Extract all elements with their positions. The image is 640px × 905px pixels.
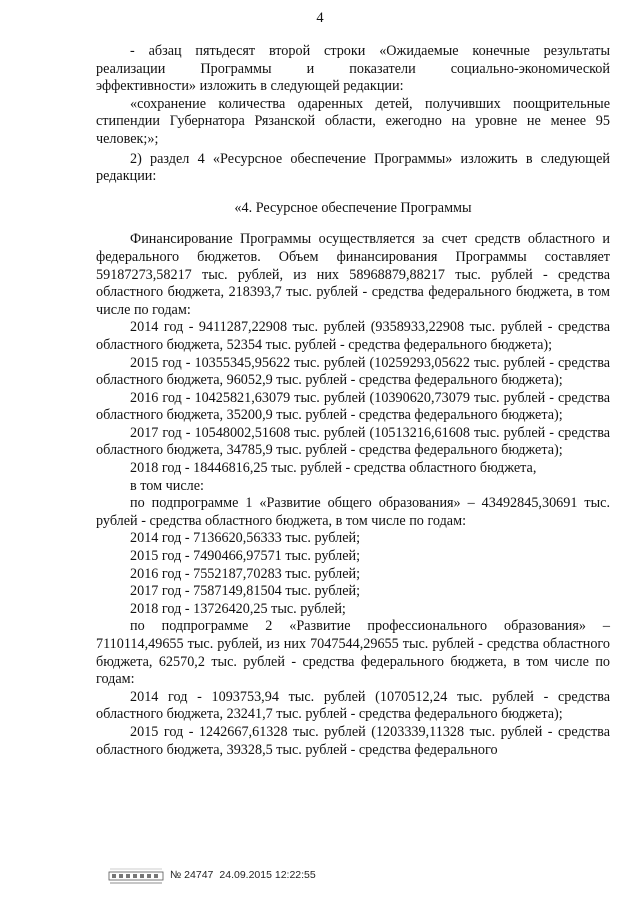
year-2015: 2015 год - 10355345,95622 тыс. рублей (10259293,05622 тыс. рублей - средства областного бюджета, 96052,9 тыс. рублей - средства федерального бюджета); (96, 354, 610, 389)
paragraph-amendment-line3: эффективности» изложить в следующей редакции: (96, 78, 404, 95)
in-total-label: в том числе: (130, 477, 204, 494)
page-number: 4 (316, 10, 324, 26)
paragraph-amendment-line1: - абзац пятьдесят второй строки «Ожидаемые конечные результаты (130, 43, 610, 59)
document-datetime: 24.09.2015 12:22:55 (219, 869, 316, 882)
year-2014: 2014 год - 9411287,22908 тыс. рублей (9358933,22908 тыс. рублей - средства областного бюджета, 52354 тыс. рублей - средства федерального бюджета); (96, 319, 610, 353)
document-body (96, 43, 610, 759)
document-number: № 24747 (170, 869, 214, 882)
subprogram-2-year-2015: 2015 год - 1242667,61328 тыс. рублей (1203339,11328 тыс. рублей - средства областного бюджета, 39328,5 тыс. рублей - средства федерального (96, 723, 610, 758)
subprogram-1-year: 2015 год - 7490466,97571 тыс. рублей; (130, 548, 361, 565)
subprogram-1-year: 2014 год - 7136620,56333 тыс. рублей; (130, 530, 361, 547)
footer-stamp (108, 866, 316, 886)
subprogram-1-year: 2017 год - 7587149,81504 тыс. рублей; (130, 583, 361, 600)
section-heading: «4. Ресурсное обеспечение Программы (234, 199, 472, 216)
paragraph-scholarship: «сохранение количества одаренных детей, получивших поощрительные стипендии Губернатора Рязанской области, ежегодно на уровне не менее 95 человек;»; (96, 95, 610, 147)
subprogram-1-year: 2016 год - 7552187,70283 тыс. рублей; (130, 565, 361, 582)
paragraph-amendment-line2: реализации Программы и показатели социально-экономической (96, 60, 610, 77)
subprogram-2: по подпрограмме 2 «Развитие профессионального образования» – 7110114,49655 тыс. рублей, из них 7047544,29655 тыс. рублей - средства областного бюджета, 62570,2 тыс. рублей - средства федерального бюджета, в том числе по годам: (96, 618, 610, 688)
subprogram-1-year: 2018 год - 13726420,25 тыс. рублей; (130, 600, 346, 617)
year-2017: 2017 год - 10548002,51608 тыс. рублей (10513216,61608 тыс. рублей - средства областного бюджета, 34785,9 тыс. рублей - средства федерального бюджета); (96, 424, 610, 459)
year-2016: 2016 год - 10425821,63079 тыс. рублей (10390620,73079 тыс. рублей - средства областного бюджета, 35200,9 тыс. рублей - средства федерального бюджета); (96, 389, 610, 424)
registry-logo-icon (108, 866, 164, 886)
paragraph-section4: 2) раздел 4 «Ресурсное обеспечение Программы» изложить в следующей редакции: (96, 150, 610, 185)
paragraph-financing: Финансирование Программы осуществляется за счет средств областного и федерального бюджетов. Объем финансирования Программы составляет 59187273,58217 тыс. рублей, из них 58968879,88217 тыс. рублей - средства областного бюджета, 218393,7 тыс. рублей - средства федерального бюджета, в том числе по годам: (96, 231, 610, 318)
subprogram-2-year-2014: 2014 год - 1093753,94 тыс. рублей (1070512,24 тыс. рублей - средства областного бюджета, 23241,7 тыс. рублей - средства федерального бюджета); (96, 688, 610, 723)
year-2018: 2018 год - 18446816,25 тыс. рублей - средства областного бюджета, (130, 460, 537, 477)
subprogram-1: по подпрограмме 1 «Развитие общего образования» – 43492845,30691 тыс. рублей - средства областного бюджета, в том числе по годам: (96, 495, 610, 529)
